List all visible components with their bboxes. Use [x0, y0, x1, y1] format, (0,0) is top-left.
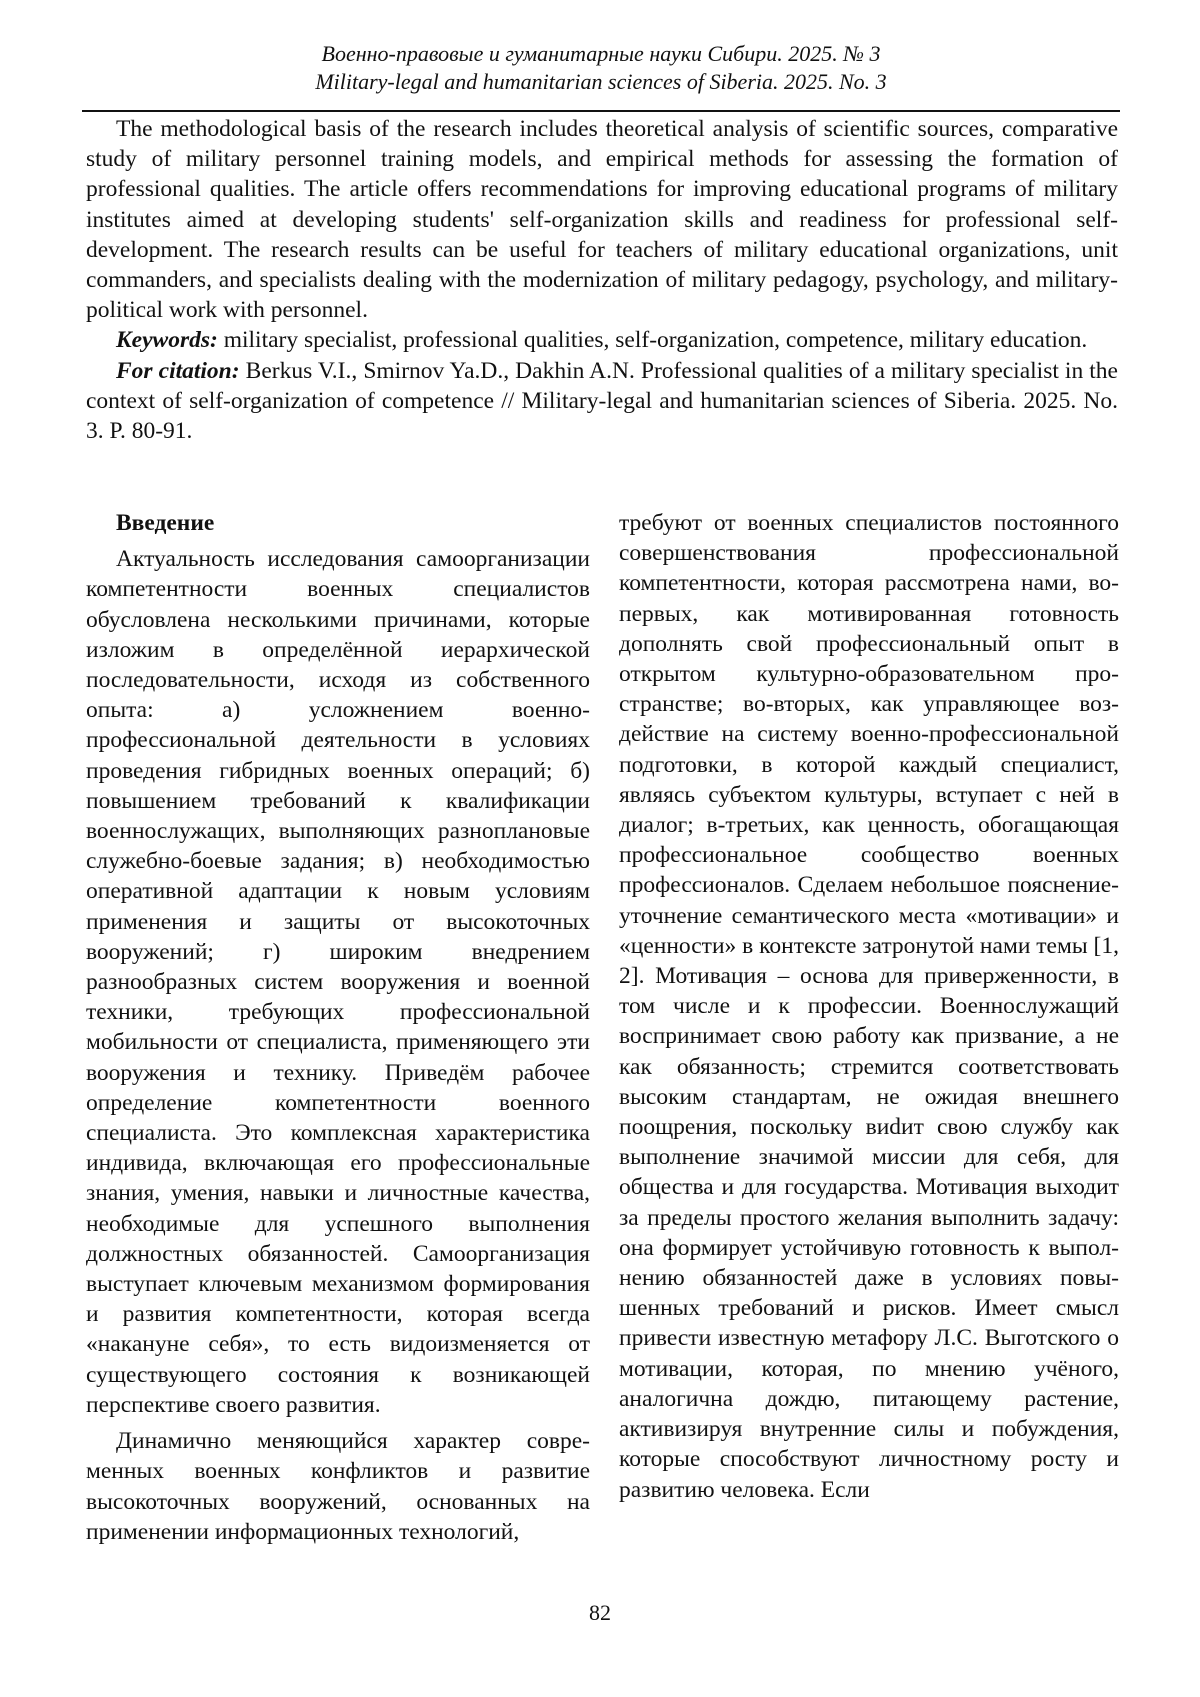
- citation-label: For citation:: [116, 357, 240, 384]
- citation-text: Berkus V.I., Smirnov Ya.D., Dakhin A.N. Professional qualities of a military specialist in the context of self-organization of competence // Military-legal and humanitarian sciences of Siberia. 2025. No. 3. P. 80-91.: [86, 357, 1118, 445]
- header-divider: [82, 110, 1120, 112]
- journal-title-en: Military-legal and humanitarian sciences of Siberia. 2025. No. 3: [315, 69, 887, 94]
- body-paragraph: требуют от военных специалистов постоянного совершенствования профессиональной компетентности, которая рассмотрена нами, во-первых, как мотивированная готовность дополнять свой профессиональный опыт в открытом культурно-образовательном пространстве; во-вторых, как управляющее воздействие на систему военно-профессиональной подготовки, в которой каждый специалист, являясь субъектом культуры, вступает с ней в диалог; в-третьих, как ценность, обогащающая профессиональное сообщество военных профессионалов. Сделаем небольшое пояснение-уточнение семантического места «мотивации» и «ценности» в контексте затронутой нами темы [1, 2]. Мотивация – основа для приверженности, в том числе и к профессии. Военнослужащий воспринимает свою работу как призвание, а не как обязанность; стремится соответствовать высоким стандартам, не ожидая внешнего поощрения, поскольку виdит свою службу как выполнение значимой миссии для себя, для общества и для государства. Мотивация выходит за пределы простого желания выполнить задачу: она формирует устойчивую готовность к выполнению обязанностей даже в условиях повышенных требований и рисков. Имеет смысл привести известную метафору Л.С. Выготского о мотивации, которая, по мнению учёного, аналогична дождю, питающему растение, активизируя внутренние силы и побуждения, которые способствуют личностному росту и развитию человека. Если: [619, 510, 1119, 1503]
- keywords-paragraph: [86, 325, 1118, 355]
- body-paragraph: Динамично меняющийся характер современных военных конфликтов и развитие высокоточных вооружений, основанных на применении информационных технологий,: [86, 1428, 590, 1545]
- right-column: [619, 508, 1119, 1505]
- running-header: [82, 40, 1120, 96]
- journal-title-ru: Военно-правовые и гуманитарные науки Сибири. 2025. № 3: [321, 41, 881, 66]
- abstract-paragraph: The methodological basis of the research includes theoretical analysis of scientific sources, comparative study of military personnel training models, and empirical methods for assessing the formation of professional qualities. The article offers recommendations for improving educational programs of military institutes aimed at developing students' self-organization skills and readiness for professional self-development. The research results can be useful for teachers of military educational organizations, unit commanders, and specialists dealing with the modernization of military pedagogy, psychology, and military-political work with personnel.: [86, 116, 1118, 324]
- page-number: 82: [589, 1600, 611, 1625]
- section-heading: Введение: [116, 510, 215, 536]
- citation-paragraph: [86, 356, 1118, 447]
- keywords-text: military specialist, professional qualities, self-organization, competence, military education.: [217, 327, 1088, 354]
- abstract-section: [86, 114, 1118, 446]
- keywords-label: Keywords:: [116, 327, 218, 354]
- left-column: [86, 508, 590, 1547]
- body-paragraph: Актуальность исследования самоорганизации компетентности военных специалистов обусловлена несколькими причинами, которые изложим в определённой иерархической последовательности, исходя из собственного опыта: а) усложнением военно-профессиональной деятельности в условиях проведения гибридных военных операций; б) повышением требований к квалификации военнослужащих, выполняющих разноплановые служебно-боевые задания; в) необходимостью оперативной адаптации к новым условиям применения и защиты от высокоточных вооружений; г) широким внедрением разнообразных систем вооружения и военной техники, требующих профессиональной мобильности от специалиста, применяющего эти вооружения и технику. Приведём рабочее определение компетентности военного специалиста. Это комплексная характеристика индивида, включающая его профессиональные знания, умения, навыки и личностные качества, необходимые для успешного выполнения должностных обязанностей. Самоорганизация выступает ключевым механизмом формирования и развития компетентности, которая всегда «накануне себя», то есть видоизменяется от существующего состояния к возникающей перспективе своего развития.: [86, 546, 590, 1418]
